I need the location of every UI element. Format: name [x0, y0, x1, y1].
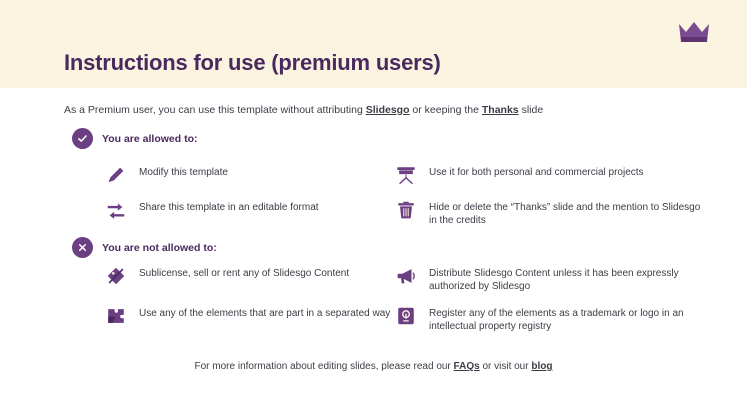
list-item-text: Distribute Slidesgo Content unless it has been expressly authorized by Slidesgo — [429, 268, 679, 292]
allowed-section-header — [72, 128, 197, 149]
no-sell-icon — [104, 264, 128, 288]
list-item — [394, 306, 704, 333]
blog-link[interactable]: blog — [531, 361, 553, 372]
projector-icon — [394, 163, 418, 187]
crown-icon — [677, 20, 711, 46]
allowed-section-title: You are allowed to: — [102, 132, 198, 145]
share-icon — [104, 198, 128, 222]
subtitle-part-3: slide — [518, 104, 544, 116]
list-item-text: Register any of the elements as a trademark or logo in an intellectual property registry — [429, 308, 684, 332]
list-item-text: Use any of the elements that are part in a separated way — [139, 308, 391, 319]
list-item — [394, 200, 704, 227]
list-item-text: Use it for both personal and commercial projects — [429, 167, 644, 178]
pencil-icon — [104, 163, 128, 187]
footer-part-1: For more information about editing slides, please read our — [194, 361, 454, 372]
list-item — [104, 306, 394, 333]
list-item-text: Hide or delete the “Thanks” slide and the mention to Slidesgo in the credits — [429, 202, 701, 226]
bottom-band — [0, 398, 747, 420]
not-allowed-section-header — [72, 237, 217, 258]
allowed-items-grid — [104, 165, 704, 227]
list-item — [394, 266, 704, 293]
subtitle — [64, 104, 543, 116]
megaphone-icon — [394, 264, 418, 288]
list-item — [104, 200, 394, 227]
trash-icon — [394, 198, 418, 222]
check-circle-icon — [72, 128, 93, 149]
thanks-link[interactable]: Thanks — [481, 104, 519, 116]
list-item-text: Sublicense, sell or rent any of Slidesgo Content — [139, 268, 350, 279]
faqs-link[interactable]: FAQs — [453, 361, 480, 372]
subtitle-part-2: or keeping the — [409, 104, 482, 116]
list-item — [394, 165, 704, 187]
cross-circle-icon — [72, 237, 93, 258]
not-allowed-items-grid — [104, 266, 704, 333]
list-item-text: Share this template in an editable format — [139, 202, 319, 213]
trademark-icon — [394, 304, 418, 328]
list-item — [104, 266, 394, 293]
list-item-text: Modify this template — [139, 167, 228, 178]
page-title: Instructions for use (premium users) — [64, 50, 441, 75]
subtitle-part-1: As a Premium user, you can use this template without attributing — [64, 104, 366, 116]
footer-note — [0, 361, 747, 372]
slidesgo-link[interactable]: Slidesgo — [365, 104, 410, 116]
footer-part-2: or visit our — [479, 361, 532, 372]
list-item — [104, 165, 394, 187]
puzzle-icon — [104, 304, 128, 328]
not-allowed-section-title: You are not allowed to: — [102, 241, 217, 254]
